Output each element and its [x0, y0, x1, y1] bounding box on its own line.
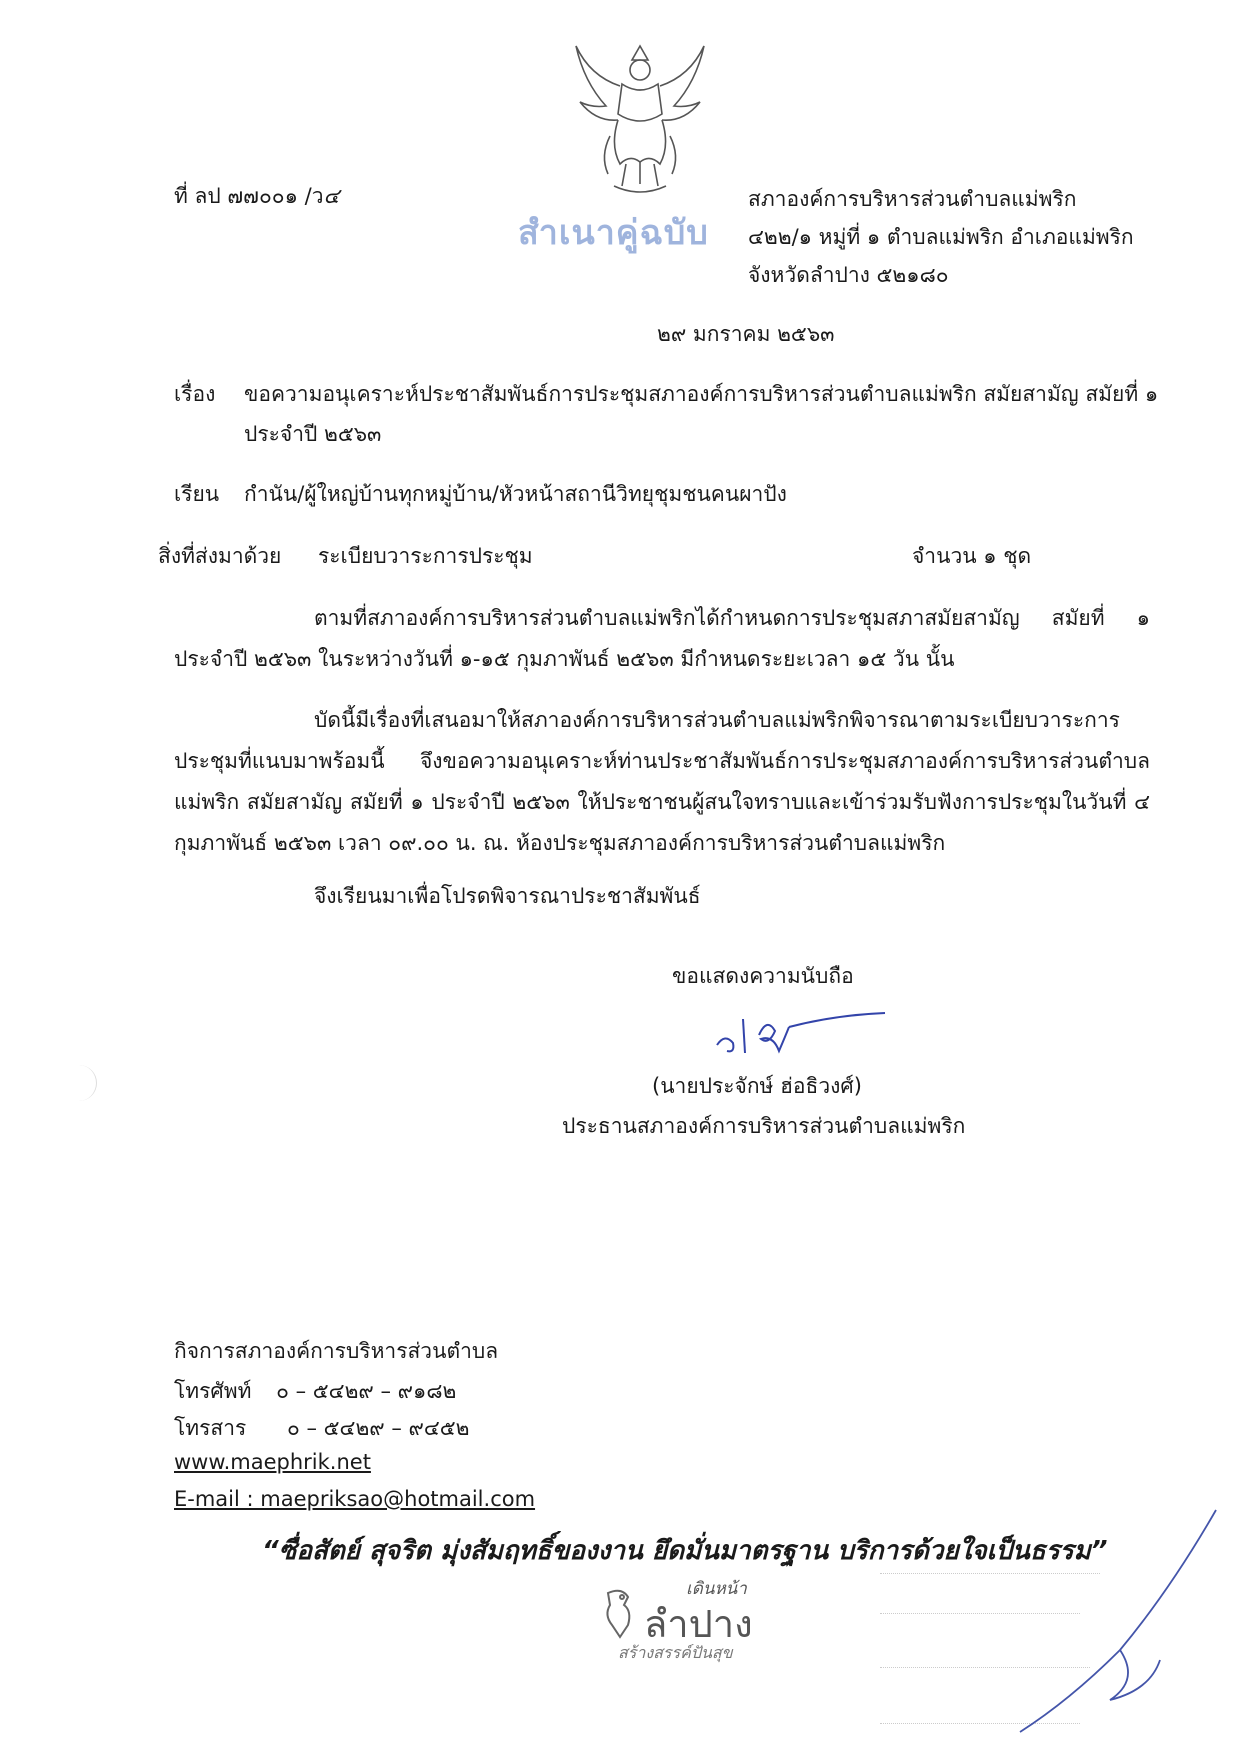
document-date: ๒๙ มกราคม ๒๕๖๓: [657, 322, 835, 346]
fax-label: โทรสาร: [174, 1416, 247, 1440]
reference-handwritten: ๔: [323, 184, 340, 208]
footer-fax: [174, 1412, 470, 1445]
copy-stamp: สำเนาคู่ฉบับ: [518, 213, 709, 253]
subject-label: เรื่อง: [174, 382, 216, 406]
sender-address: [748, 180, 1134, 294]
body-paragraph-3: จึงเรียนมาเพื่อโปรดพิจารณาประชาสัมพันธ์: [314, 884, 701, 908]
logo-bottom-text: สร้างสรรค์ปันสุข: [618, 1643, 733, 1662]
phone-number: ๐ – ๕๔๒๙ – ๙๑๘๒: [276, 1379, 457, 1403]
lampang-logo: [598, 1575, 798, 1685]
closing-phrase: ขอแสดงความนับถือ: [672, 964, 854, 988]
handwritten-check-mark: [1000, 1500, 1225, 1740]
signer-title: ประธานสภาองค์การบริหารส่วนตำบลแม่พริก: [562, 1114, 966, 1138]
document-reference: [174, 180, 339, 213]
logo-top-text: เดินหน้า: [686, 1579, 747, 1599]
sender-address-line: จังหวัดลำปาง ๕๒๑๘๐: [748, 263, 949, 287]
phone-label: โทรศัพท์: [174, 1379, 252, 1403]
logo-main-text: ลำปาง: [644, 1602, 753, 1646]
signer-name: (นายประจักษ์ ฮ่อธิวงศ์): [652, 1074, 862, 1098]
body-paragraph-1: ตามที่สภาองค์การบริหารส่วนตำบลแม่พริกได้กำหนดการประชุมสภาสมัยสามัญ สมัยที่ ๑ ประจำปี ๒๕๖๓ ในระหว่างวันที่ ๑-๑๕ กุมภาพันธ์ ๒๕๖๓ มีกำหนดระยะเวลา ๑๕ วัน นั้น: [174, 606, 1150, 671]
punch-hole-mark: [70, 1065, 97, 1101]
sender-address-line: สภาองค์การบริหารส่วนตำบลแม่พริก: [748, 187, 1077, 211]
garuda-emblem-icon: [570, 36, 710, 201]
to-label: เรียน: [174, 482, 220, 506]
to-recipient: กำนัน/ผู้ใหญ่บ้านทุกหมู่บ้าน/หัวหน้าสถานีวิทยุชุมชนคนผาปัง: [244, 482, 787, 506]
subject-line-1: ขอความอนุเคราะห์ประชาสัมพันธ์การประชุมสภาองค์การบริหารส่วนตำบลแม่พริก สมัยสามัญ สมัยที่ ๑: [244, 382, 1159, 406]
sender-address-line: ๔๒๒/๑ หมู่ที่ ๑ ตำบลแม่พริก อำเภอแม่พริก: [748, 225, 1134, 249]
enclosure-label: สิ่งที่ส่งมาด้วย: [158, 544, 282, 568]
footer-office: กิจการสภาองค์การบริหารส่วนตำบล: [174, 1339, 499, 1363]
horse-icon: [598, 1585, 642, 1645]
organization-motto: “ซื่อสัตย์ สุจริต มุ่งสัมฤทธิ์ของงาน ยึดมั่นมาตรฐาน บริการด้วยใจเป็นธรรม”: [262, 1536, 1108, 1566]
signature-image: [715, 1005, 895, 1065]
body-paragraph-2: บัดนี้มีเรื่องที่เสนอมาให้สภาองค์การบริหารส่วนตำบลแม่พริกพิจารณาตามระเบียบวาระการประชุมที่แนบมาพร้อมนี้ จึงขอความอนุเคราะห์ท่านประชาสัมพันธ์การประชุมสภาองค์การบริหารส่วนตำบลแม่พริก สมัยสามัญ สมัยที่ ๑ ประจำปี ๒๕๖๓ ให้ประชาชนผู้สนใจทราบและเข้าร่วมรับฟังการประชุมในวันที่ ๔ กุมภาพันธ์ ๒๕๖๓ เวลา ๐๙.๐๐ น. ณ. ห้องประชุมสภาองค์การบริหารส่วนตำบลแม่พริก: [174, 708, 1150, 855]
enclosure-item: ระเบียบวาระการประชุม: [318, 544, 533, 568]
email-link[interactable]: E-mail : maepriksao@hotmail.com: [174, 1487, 536, 1511]
footer-phone: [174, 1375, 456, 1408]
enclosure-quantity: จำนวน ๑ ชุด: [912, 544, 1032, 568]
subject-line-2: ประจำปี ๒๕๖๓: [244, 422, 382, 446]
reference-number: ที่ ลป ๗๗๐๐๑ /ว: [174, 184, 324, 208]
website-link[interactable]: www.maephrik.net: [174, 1450, 371, 1474]
fax-number: ๐ – ๕๔๒๙ – ๙๔๕๒: [286, 1416, 470, 1440]
